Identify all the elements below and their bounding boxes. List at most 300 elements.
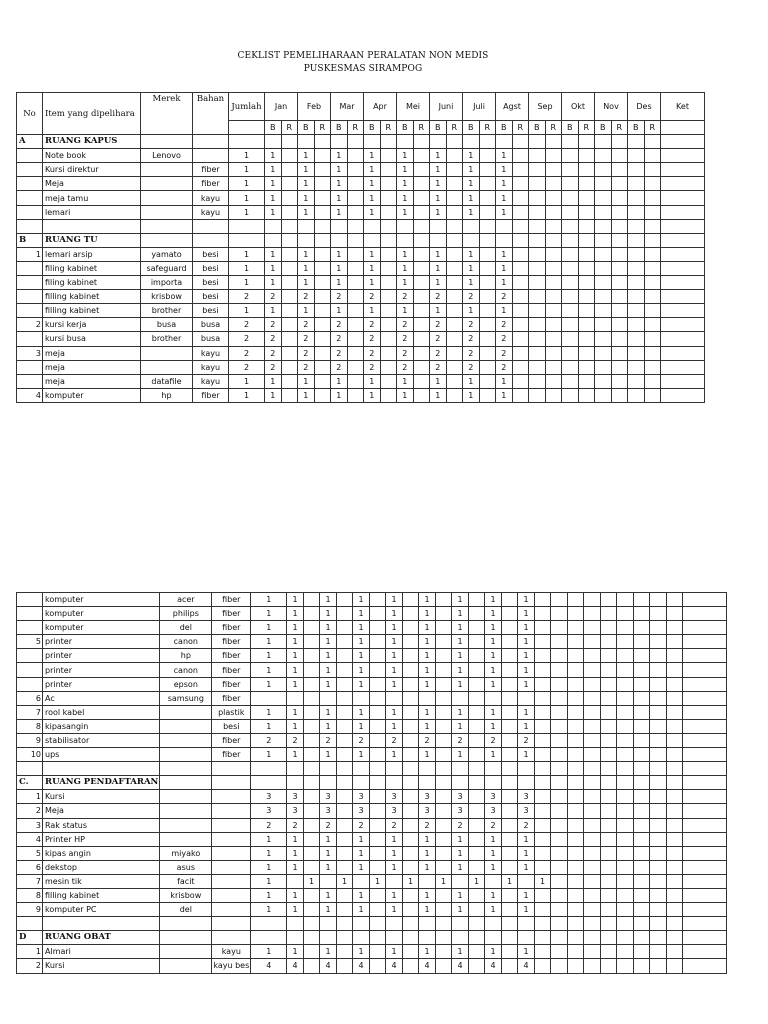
- row-month-b: 1: [287, 663, 304, 677]
- row-ket: [683, 649, 727, 663]
- row-month-b: 1: [485, 846, 502, 860]
- row-month-b: 1: [320, 649, 337, 663]
- row-month-b: 2: [331, 346, 348, 360]
- row-month-b: [320, 874, 337, 888]
- row-month-b: 2: [496, 332, 513, 346]
- row-month-b: [650, 719, 667, 733]
- row-month-r: [545, 290, 562, 304]
- row-month-b: [287, 874, 304, 888]
- row-month-b: [529, 247, 546, 261]
- row-bahan: [212, 860, 251, 874]
- blank-row: [17, 917, 727, 931]
- row-month-r: [479, 318, 496, 332]
- row-month-r: [567, 691, 584, 705]
- row-month-r: [666, 691, 683, 705]
- row-month-r: [633, 677, 650, 691]
- row-merek: importa: [141, 276, 193, 290]
- empty-cell: [644, 219, 661, 233]
- row-month-b: 1: [320, 903, 337, 917]
- row-month-r: [314, 177, 331, 191]
- header-b: B: [595, 121, 612, 135]
- row-month-r: [336, 607, 353, 621]
- row-bahan: kayu: [193, 191, 229, 205]
- row-month-r: [611, 304, 628, 318]
- row-month-b: [650, 874, 667, 888]
- row-month-b: [529, 191, 546, 205]
- row-month-r: [644, 304, 661, 318]
- empty-cell: [17, 219, 43, 233]
- row-month-b: 1: [485, 860, 502, 874]
- row-number: 7: [17, 874, 43, 888]
- table-row: [17, 888, 727, 902]
- row-month-r: [501, 888, 518, 902]
- row-month-b: 1: [430, 388, 447, 402]
- row-month-r: [336, 621, 353, 635]
- row-month-r: [446, 191, 463, 205]
- row-month-r: [369, 607, 386, 621]
- row-month-b: 1: [265, 205, 282, 219]
- row-month-b: [529, 318, 546, 332]
- row-month-r: [402, 818, 419, 832]
- empty-cell: [353, 917, 370, 931]
- row-month-r: [413, 290, 430, 304]
- empty-cell: [353, 776, 370, 790]
- row-month-r: [567, 621, 584, 635]
- row-month-r: [347, 191, 364, 205]
- row-month-b: 1: [430, 261, 447, 275]
- row-month-b: 1: [485, 621, 502, 635]
- row-month-b: [551, 593, 568, 607]
- empty-cell: [567, 776, 584, 790]
- row-item-name: komputer: [43, 607, 160, 621]
- row-month-b: [551, 874, 568, 888]
- row-month-r: [281, 276, 298, 290]
- row-month-b: 1: [419, 945, 436, 959]
- row-jumlah: 1: [251, 748, 287, 762]
- empty-cell: [584, 931, 601, 945]
- row-month-b: 2: [452, 818, 469, 832]
- row-month-r: [303, 691, 320, 705]
- row-month-r: [468, 860, 485, 874]
- row-month-b: 4: [518, 959, 535, 973]
- row-month-b: 1: [518, 607, 535, 621]
- row-month-b: [562, 276, 579, 290]
- row-month-b: [584, 790, 601, 804]
- row-month-r: [512, 205, 529, 219]
- row-item-name: filling kabinet: [43, 888, 160, 902]
- row-ket: [661, 149, 705, 163]
- row-month-r: [336, 748, 353, 762]
- row-merek: [141, 191, 193, 205]
- row-month-r: [534, 593, 551, 607]
- row-month-r: [402, 804, 419, 818]
- row-month-r: [501, 607, 518, 621]
- empty-cell: [303, 931, 320, 945]
- row-month-r: [633, 860, 650, 874]
- row-ket: [683, 621, 727, 635]
- empty-cell: [265, 233, 282, 247]
- row-month-r: [347, 360, 364, 374]
- document-title: CEKLIST PEMELIHARAAN PERALATAN NON MEDIS: [237, 51, 489, 61]
- row-month-r: [600, 903, 617, 917]
- row-month-r: [644, 318, 661, 332]
- row-month-b: [562, 332, 579, 346]
- row-month-r: [545, 304, 562, 318]
- row-month-r: [402, 959, 419, 973]
- empty-cell: [287, 917, 304, 931]
- row-number: [17, 663, 43, 677]
- row-month-r: [578, 163, 595, 177]
- row-month-b: [386, 874, 403, 888]
- row-month-r: [534, 888, 551, 902]
- row-month-r: [501, 719, 518, 733]
- row-month-r: [413, 318, 430, 332]
- empty-cell: [336, 931, 353, 945]
- row-month-b: 4: [386, 959, 403, 973]
- row-month-b: 2: [397, 360, 414, 374]
- row-month-r: [501, 846, 518, 860]
- blank-row: [17, 762, 727, 776]
- row-month-b: 1: [386, 846, 403, 860]
- row-month-r: [402, 719, 419, 733]
- row-month-r: [512, 374, 529, 388]
- header-month: Juni: [430, 93, 463, 121]
- header-r: R: [644, 121, 661, 135]
- empty-cell: [320, 762, 337, 776]
- row-month-b: 1: [485, 607, 502, 621]
- row-bahan: [193, 149, 229, 163]
- row-month-r: [633, 621, 650, 635]
- row-month-r: [281, 247, 298, 261]
- row-month-r: [633, 945, 650, 959]
- table-row: [17, 607, 727, 621]
- row-month-b: 2: [463, 360, 480, 374]
- row-month-r: [512, 191, 529, 205]
- row-jumlah: 2: [229, 332, 265, 346]
- header-month: Sep: [529, 93, 562, 121]
- row-month-b: 4: [485, 959, 502, 973]
- empty-cell: [435, 776, 452, 790]
- row-month-r: [435, 621, 452, 635]
- row-month-r: [314, 247, 331, 261]
- row-month-b: [628, 205, 645, 219]
- row-merek: [160, 945, 212, 959]
- row-item-name: printer: [43, 649, 160, 663]
- row-month-b: [584, 649, 601, 663]
- row-month-b: [650, 607, 667, 621]
- empty-cell: [287, 762, 304, 776]
- row-ket: [683, 804, 727, 818]
- empty-cell: [141, 135, 193, 149]
- empty-cell: [446, 135, 463, 149]
- row-month-r: [446, 318, 463, 332]
- row-month-r: [402, 705, 419, 719]
- row-month-r: [303, 888, 320, 902]
- row-month-r: [347, 276, 364, 290]
- row-month-b: 2: [452, 733, 469, 747]
- empty-cell: [666, 917, 683, 931]
- row-month-b: [287, 691, 304, 705]
- row-merek: asus: [160, 860, 212, 874]
- section-letter: B: [17, 233, 43, 247]
- row-month-r: [435, 719, 452, 733]
- row-month-r: [336, 860, 353, 874]
- empty-cell: [479, 233, 496, 247]
- empty-cell: [141, 233, 193, 247]
- row-month-r: [578, 205, 595, 219]
- row-ket: [661, 304, 705, 318]
- table-row: [17, 247, 705, 261]
- row-month-r: [336, 903, 353, 917]
- row-month-r: [545, 374, 562, 388]
- row-ket: [661, 374, 705, 388]
- row-month-r: [633, 888, 650, 902]
- empty-cell: [666, 931, 683, 945]
- empty-cell: [683, 931, 727, 945]
- section-letter: C.: [17, 776, 43, 790]
- row-month-b: 1: [430, 304, 447, 318]
- row-month-r: [545, 346, 562, 360]
- row-month-r: [468, 832, 485, 846]
- row-month-b: 1: [485, 677, 502, 691]
- row-month-b: [617, 593, 634, 607]
- row-jumlah: 1: [251, 593, 287, 607]
- row-month-b: [650, 621, 667, 635]
- row-month-r: [512, 346, 529, 360]
- row-month-r: [578, 247, 595, 261]
- row-bahan: kayu: [193, 205, 229, 219]
- row-month-r: [501, 959, 518, 973]
- row-month-r: [534, 945, 551, 959]
- row-ket: [661, 332, 705, 346]
- row-month-r: [611, 318, 628, 332]
- row-month-b: 1: [485, 945, 502, 959]
- row-number: 6: [17, 860, 43, 874]
- row-number: [17, 374, 43, 388]
- row-month-b: 2: [298, 318, 315, 332]
- row-month-r: [303, 705, 320, 719]
- row-month-r: [402, 860, 419, 874]
- empty-cell: [336, 776, 353, 790]
- empty-cell: [386, 776, 403, 790]
- table-row: [17, 705, 727, 719]
- row-month-r: [336, 649, 353, 663]
- row-month-r: [633, 733, 650, 747]
- empty-cell: [551, 762, 568, 776]
- row-month-b: [584, 945, 601, 959]
- row-month-r: [369, 621, 386, 635]
- row-month-b: 1: [364, 247, 381, 261]
- empty-cell: [298, 135, 315, 149]
- row-month-r: [545, 276, 562, 290]
- row-number: 4: [17, 388, 43, 402]
- header-r: R: [545, 121, 562, 135]
- row-month-r: [611, 360, 628, 374]
- row-month-r: [336, 790, 353, 804]
- row-month-r: [534, 733, 551, 747]
- row-month-r: [534, 691, 551, 705]
- row-month-b: 1: [496, 149, 513, 163]
- header-jumlah: Jumlah: [229, 93, 265, 121]
- row-month-r: [281, 374, 298, 388]
- row-month-b: [595, 290, 612, 304]
- empty-cell: [386, 931, 403, 945]
- row-month-b: 2: [265, 360, 282, 374]
- row-month-b: 1: [397, 191, 414, 205]
- row-merek: [160, 790, 212, 804]
- row-month-b: 1: [265, 163, 282, 177]
- row-month-b: 2: [320, 733, 337, 747]
- row-month-b: 2: [463, 332, 480, 346]
- row-month-r: [435, 691, 452, 705]
- table-row: [17, 748, 727, 762]
- row-month-r: [446, 276, 463, 290]
- row-month-r: [567, 888, 584, 902]
- row-month-r: [600, 733, 617, 747]
- row-month-b: 2: [320, 818, 337, 832]
- row-month-b: 1: [331, 374, 348, 388]
- row-month-r: [347, 290, 364, 304]
- row-month-b: 1: [265, 374, 282, 388]
- row-month-b: [562, 374, 579, 388]
- row-item-name: komputer PC: [43, 903, 160, 917]
- empty-cell: [212, 762, 251, 776]
- row-month-r: [281, 332, 298, 346]
- row-merek: hp: [141, 388, 193, 402]
- row-month-r: [435, 888, 452, 902]
- row-month-r: [413, 177, 430, 191]
- row-month-b: 1: [298, 276, 315, 290]
- row-month-r: [347, 177, 364, 191]
- header-b: B: [529, 121, 546, 135]
- row-ket: [683, 705, 727, 719]
- row-month-r: [567, 903, 584, 917]
- row-month-r: [468, 663, 485, 677]
- row-jumlah: 2: [229, 346, 265, 360]
- row-month-r: [303, 846, 320, 860]
- row-month-b: [617, 705, 634, 719]
- row-month-b: 1: [419, 607, 436, 621]
- empty-cell: [567, 931, 584, 945]
- row-month-r: [314, 149, 331, 163]
- row-month-b: 1: [298, 205, 315, 219]
- row-month-b: 1: [287, 903, 304, 917]
- row-month-b: 1: [386, 635, 403, 649]
- row-month-b: [584, 860, 601, 874]
- row-ket: [661, 388, 705, 402]
- row-month-r: [402, 733, 419, 747]
- empty-cell: [435, 762, 452, 776]
- section-name: RUANG OBAT: [43, 931, 160, 945]
- empty-cell: [578, 219, 595, 233]
- row-ket: [661, 163, 705, 177]
- row-bahan: fiber: [212, 607, 251, 621]
- row-month-b: 3: [287, 804, 304, 818]
- row-month-r: [446, 177, 463, 191]
- row-month-b: 1: [397, 304, 414, 318]
- row-bahan: [212, 804, 251, 818]
- empty-cell: [369, 931, 386, 945]
- row-month-b: 3: [287, 790, 304, 804]
- row-month-b: 1: [320, 888, 337, 902]
- row-month-b: 1: [397, 149, 414, 163]
- empty-cell: [518, 917, 535, 931]
- empty-cell: [303, 917, 320, 931]
- row-month-r: [633, 635, 650, 649]
- header-item: Item yang dipelihara: [43, 93, 141, 135]
- row-month-r: [413, 374, 430, 388]
- row-month-b: [628, 318, 645, 332]
- row-month-r: [435, 635, 452, 649]
- row-month-r: [303, 945, 320, 959]
- row-month-r: [512, 318, 529, 332]
- row-month-b: [595, 163, 612, 177]
- header-ket-sub: [661, 121, 705, 135]
- row-month-r: [633, 649, 650, 663]
- row-bahan: besi: [193, 290, 229, 304]
- empty-cell: [661, 135, 705, 149]
- row-month-r: [347, 304, 364, 318]
- row-month-r: [578, 149, 595, 163]
- row-month-b: [419, 874, 436, 888]
- row-month-b: 1: [485, 888, 502, 902]
- row-item-name: filing kabinet: [43, 276, 141, 290]
- row-month-r: [446, 149, 463, 163]
- empty-cell: [650, 917, 667, 931]
- row-merek: yamato: [141, 247, 193, 261]
- row-month-r: [402, 663, 419, 677]
- table-row: [17, 860, 727, 874]
- row-month-b: [617, 649, 634, 663]
- row-month-r: [369, 705, 386, 719]
- row-month-r: 1: [468, 874, 485, 888]
- row-month-b: [650, 860, 667, 874]
- row-merek: miyako: [160, 846, 212, 860]
- row-month-r: [336, 705, 353, 719]
- row-month-b: 2: [430, 290, 447, 304]
- row-month-r: [468, 607, 485, 621]
- section-row: [17, 233, 705, 247]
- row-item-name: meja: [43, 346, 141, 360]
- row-month-b: [485, 691, 502, 705]
- row-month-b: 2: [287, 818, 304, 832]
- row-month-r: [545, 332, 562, 346]
- row-bahan: [212, 832, 251, 846]
- row-jumlah: 1: [229, 205, 265, 219]
- row-month-b: [628, 247, 645, 261]
- empty-cell: [463, 135, 480, 149]
- document-subtitle: PUSKESMAS SIRAMPOG: [303, 64, 423, 74]
- empty-cell: [567, 917, 584, 931]
- row-month-r: [644, 360, 661, 374]
- table-row: [17, 719, 727, 733]
- row-month-b: [551, 903, 568, 917]
- row-month-r: [600, 635, 617, 649]
- empty-cell: [485, 931, 502, 945]
- empty-cell: [485, 776, 502, 790]
- row-jumlah: 1: [251, 621, 287, 635]
- row-month-b: [562, 149, 579, 163]
- row-jumlah: 1: [229, 261, 265, 275]
- row-month-r: [446, 388, 463, 402]
- row-month-b: 1: [287, 677, 304, 691]
- row-month-b: [529, 346, 546, 360]
- row-month-r: [666, 959, 683, 973]
- row-month-r: [380, 261, 397, 275]
- empty-cell: [479, 219, 496, 233]
- row-month-r: [468, 733, 485, 747]
- row-month-r: [347, 374, 364, 388]
